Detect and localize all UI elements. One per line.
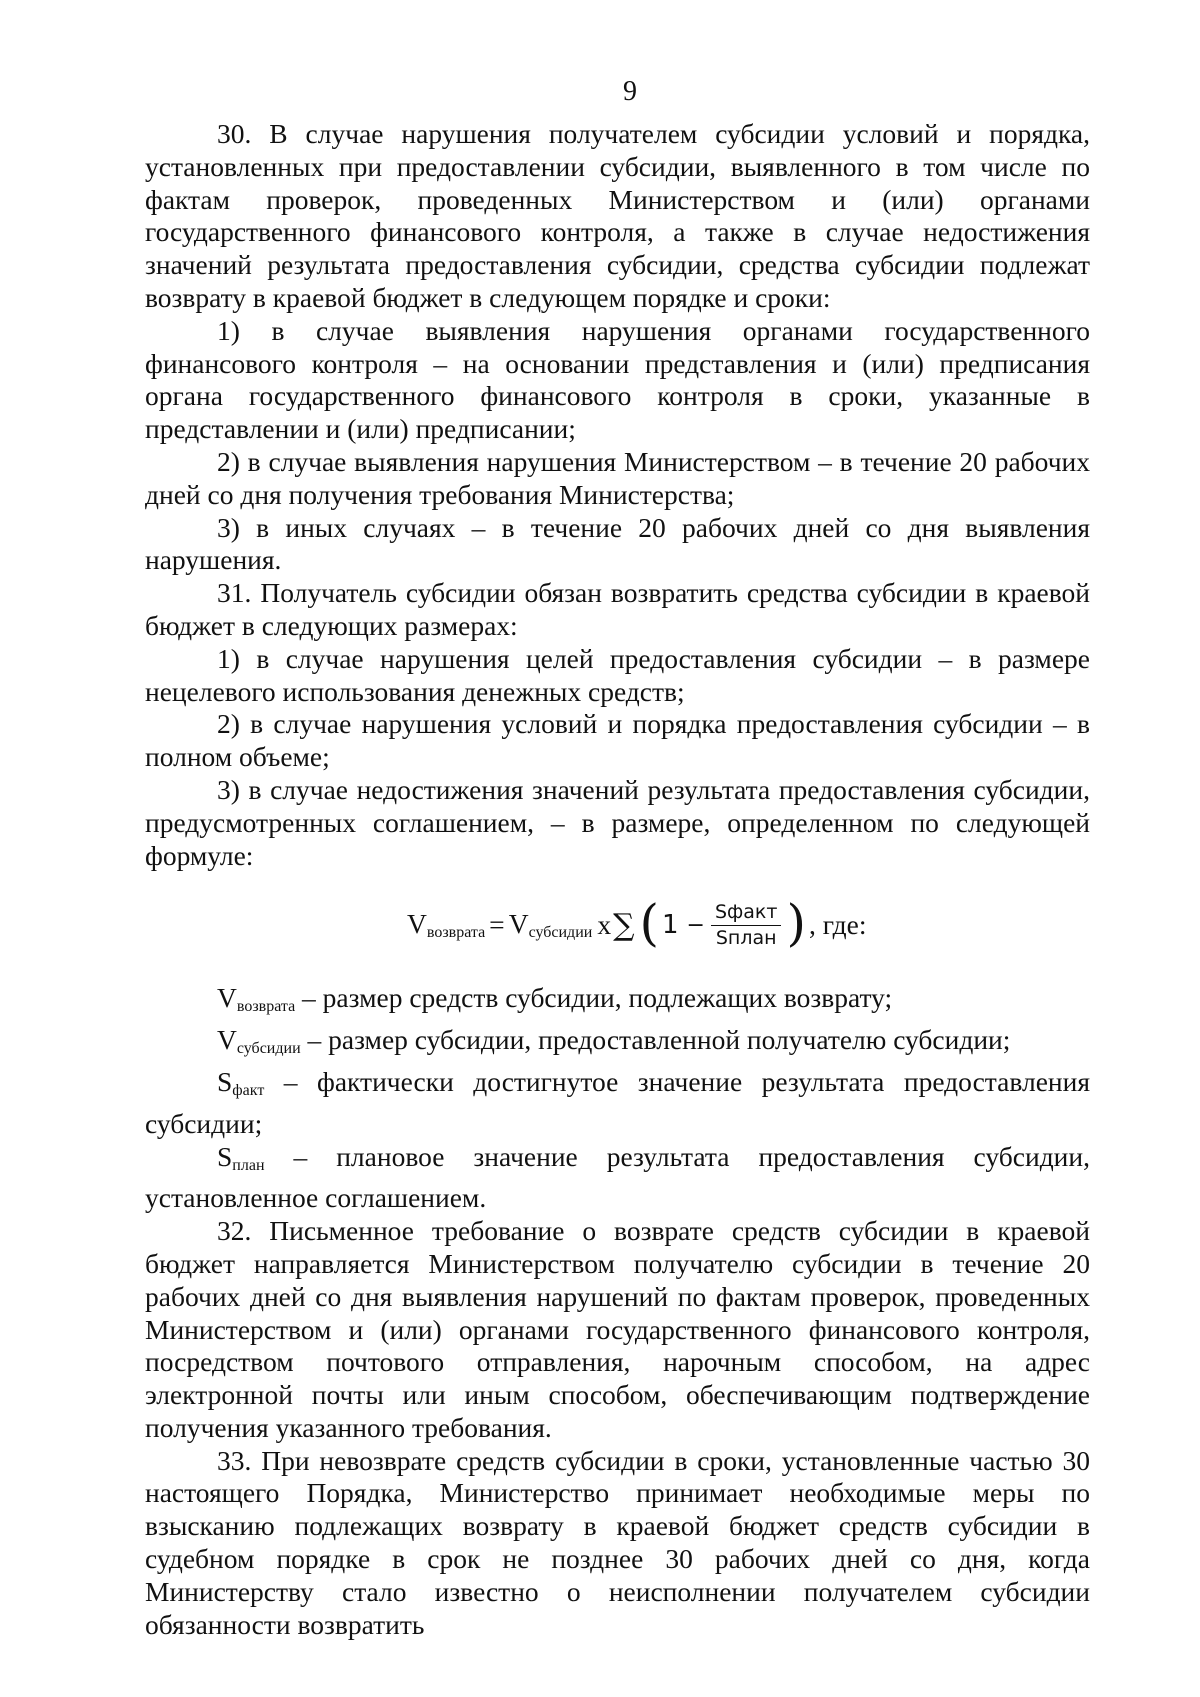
definition-s-fact <box>145 1066 1090 1141</box>
formula-minus: − <box>686 912 705 938</box>
definition-subscript: факт <box>232 1081 265 1099</box>
paragraph-30-item-3: 3) в иных случаях – в течение 20 рабочих дней со дня выявления нарушения. <box>145 511 1090 576</box>
page-number: 9 <box>623 76 637 107</box>
section-bottom <box>145 1215 1090 1641</box>
paragraph-30: 30. В случае нарушения получателем субсидии условий и порядка, установленных при предоставлении субсидии, выявленного в том числе по фактам проверок, проведенных Министерством и (или) органами государственного финансового контроля, а также в случае недостижения значений результата предоставления субсидии, средства субсидии подлежат возврату в краевой бюджет в следующем порядке и сроки: <box>145 118 1090 313</box>
paragraph-31-item-3: 3) в случае недостижения значений результата предоставления субсидии, предусмотренных соглашением, – в размере, определенном по следующей формуле: <box>145 773 1090 871</box>
formula-rhs <box>509 908 593 942</box>
paragraph-31-item-2: 2) в случае нарушения условий и порядка предоставления субсидии – в полном объеме; <box>145 708 1090 773</box>
definition-text: – размер средств субсидии, подлежащих возврату; <box>295 982 893 1014</box>
section-top <box>145 118 1090 872</box>
formula-lhs-subscript: возврата <box>426 924 486 942</box>
definition-subscript: субсидии <box>236 1040 301 1058</box>
formula-lhs <box>407 908 485 942</box>
definition-symbol: S <box>217 1065 233 1097</box>
paragraph-30-item-1: 1) в случае выявления нарушения органами государственного финансового контроля – на основании представления и (или) предписания органа государственного финансового контроля в сроки, указанные в представлении и (или) предписании; <box>145 314 1090 445</box>
formula-definitions <box>145 982 1090 1215</box>
formula-numerator: Sфакт <box>711 901 782 926</box>
definition-symbol: S <box>217 1140 233 1172</box>
paragraph-32: 32. Письменное требование о возврате средств субсидии в краевой бюджет направляется Министерством получателю субсидии в течение 20 рабочих дней со дня выявления нарушений по фактам проверок, проведенных Министерством и (или) органами государственного финансового контроля, посредством почтового отправления, нарочным способом, на адрес электронной почты или иным способом, обеспечивающим подтверждение получения указанного требования. <box>145 1215 1090 1443</box>
definition-text: – фактически достигнутое значение результата предоставления субсидии; <box>145 1065 1090 1139</box>
definition-subscript: план <box>232 1156 265 1174</box>
formula-rhs-symbol: V <box>508 908 529 940</box>
refund-formula <box>145 872 1090 982</box>
definition-subscript: возврата <box>236 998 296 1016</box>
formula-sigma: ∑ <box>613 907 635 943</box>
definition-text: – плановое значение результата предоставления субсидии, установленное соглашением. <box>145 1140 1090 1214</box>
paragraph-31-item-1: 1) в случае нарушения целей предоставления субсидии – в размере нецелевого использования денежных средств; <box>145 642 1090 707</box>
paragraph-31: 31. Получатель субсидии обязан возвратить средства субсидии в краевой бюджет в следующих размерах: <box>145 577 1090 641</box>
formula-tail: , где: <box>809 909 867 941</box>
definition-v-return <box>145 982 1090 1024</box>
formula-paren-close: ) <box>786 894 806 953</box>
formula-paren-open: ( <box>639 894 659 953</box>
definition-v-subsidy <box>145 1024 1090 1066</box>
formula-expression <box>407 894 867 953</box>
formula-one: 1 <box>662 910 679 941</box>
definition-symbol: V <box>217 982 237 1014</box>
formula-equals: = <box>489 909 505 941</box>
formula-rhs-subscript: субсидии <box>528 924 593 942</box>
definition-s-plan <box>145 1141 1090 1216</box>
formula-fraction <box>711 901 782 950</box>
formula-lhs-symbol: V <box>407 908 427 940</box>
definition-symbol: V <box>217 1024 237 1056</box>
formula-times: x <box>597 909 612 941</box>
definition-text: – размер субсидии, предоставленной получателю субсидии; <box>300 1024 1011 1056</box>
formula-denominator: Sплан <box>715 926 777 949</box>
paragraph-30-item-2: 2) в случае выявления нарушения Министерством – в течение 20 рабочих дней со дня получения требования Министерства; <box>145 445 1090 510</box>
paragraph-33: 33. При невозврате средств субсидии в сроки, установленные частью 30 настоящего Порядка, Министерство принимает необходимые меры по взысканию подлежащих возврату в краевой бюджет средств субсидии в судебном порядке в срок не позднее 30 рабочих дней со дня, когда Министерству стало известно о неисполнении получателем субсидии обязанности возвратить <box>145 1444 1090 1640</box>
